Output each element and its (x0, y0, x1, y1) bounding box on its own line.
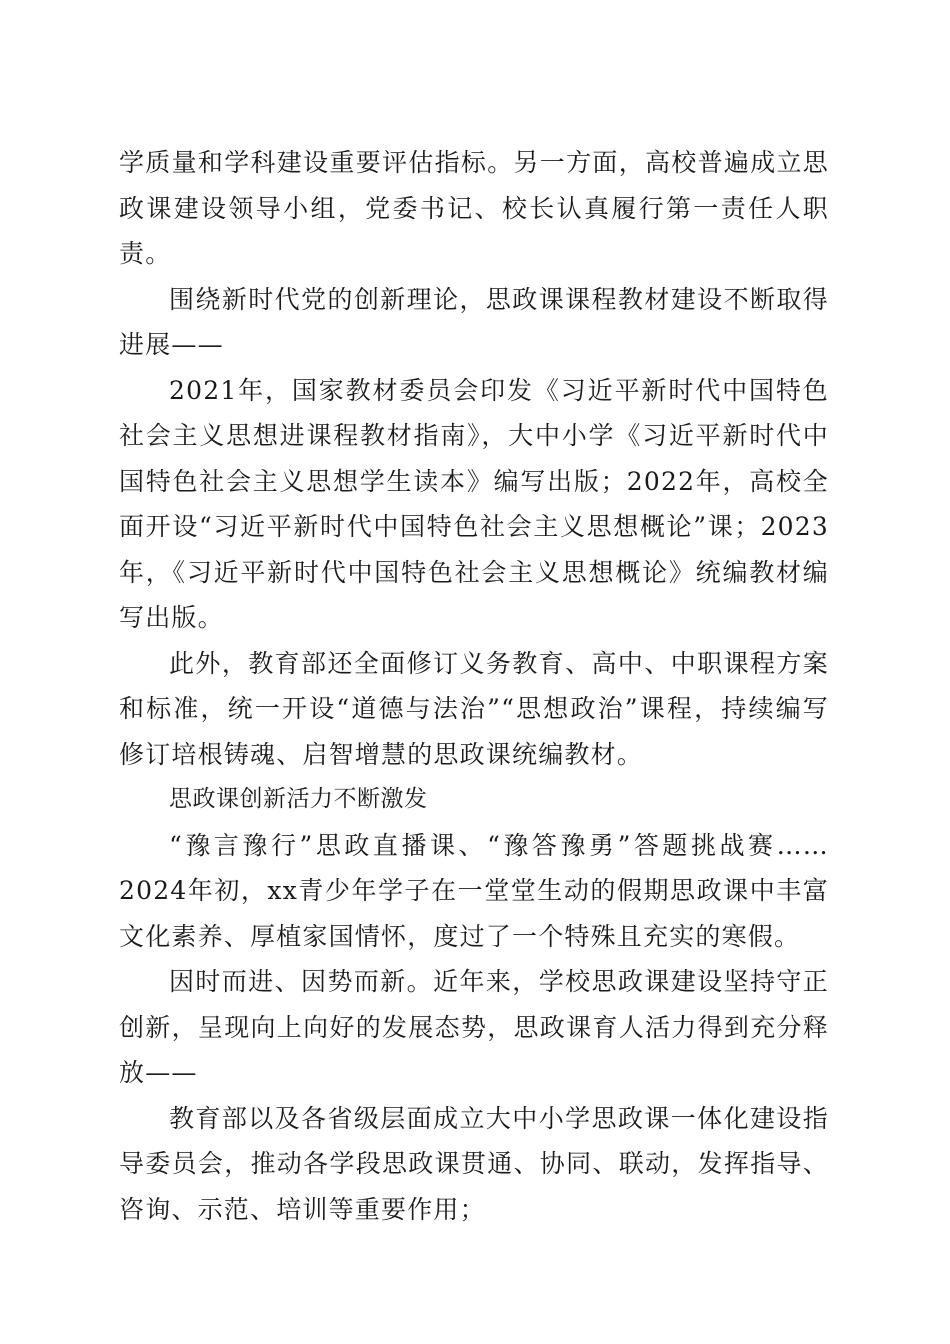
paragraph-2: 围绕新时代党的创新理论，思政课课程教材建设不断取得进展—— (119, 284, 829, 359)
paragraph-6: 因时而进、因势而新。近年来，学校思政课建设坚持守正创新，呈现向上向好的发展态势，思政课育人活力得到充分释放—— (119, 967, 829, 1087)
document-body (119, 140, 829, 1232)
paragraph-7: 教育部以及各省级层面成立大中小学思政课一体化建设指导委员会，推动各学段思政课贯通、协同、联动，发挥指导、咨询、示范、培训等重要作用； (119, 1103, 829, 1224)
paragraph-4: 此外，教育部还全面修订义务教育、高中、中职课程方案和标准，统一开设“道德与法治”“思想政治”课程，持续编写修订培根铸魂、启智增慧的思政课统编教材。 (119, 648, 829, 769)
paragraph-1: 学质量和学科建设重要评估指标。另一方面，高校普遍成立思政课建设领导小组，党委书记、校长认真履行第一责任人职责。 (119, 148, 829, 268)
section-heading: 思政课创新活力不断激发 (169, 786, 428, 812)
paragraph-3: 2021年，国家教材委员会印发《习近平新时代中国特色社会主义思想进课程教材指南》，大中小学《习近平新时代中国特色社会主义思想学生读本》编写出版；2022年，高校全面开设“习近平新时代中国特色社会主义思想概论”课；2023年，《习近平新时代中国特色社会主义思想概论》统编教材编写出版。 (119, 375, 829, 632)
paragraph-5: “豫言豫行”思政直播课、“豫答豫勇”答题挑战赛……2024年初，xx青少年学子在一堂堂生动的假期思政课中丰富文化素养、厚植家国情怀，度过了一个特殊且充实的寒假。 (119, 830, 829, 951)
